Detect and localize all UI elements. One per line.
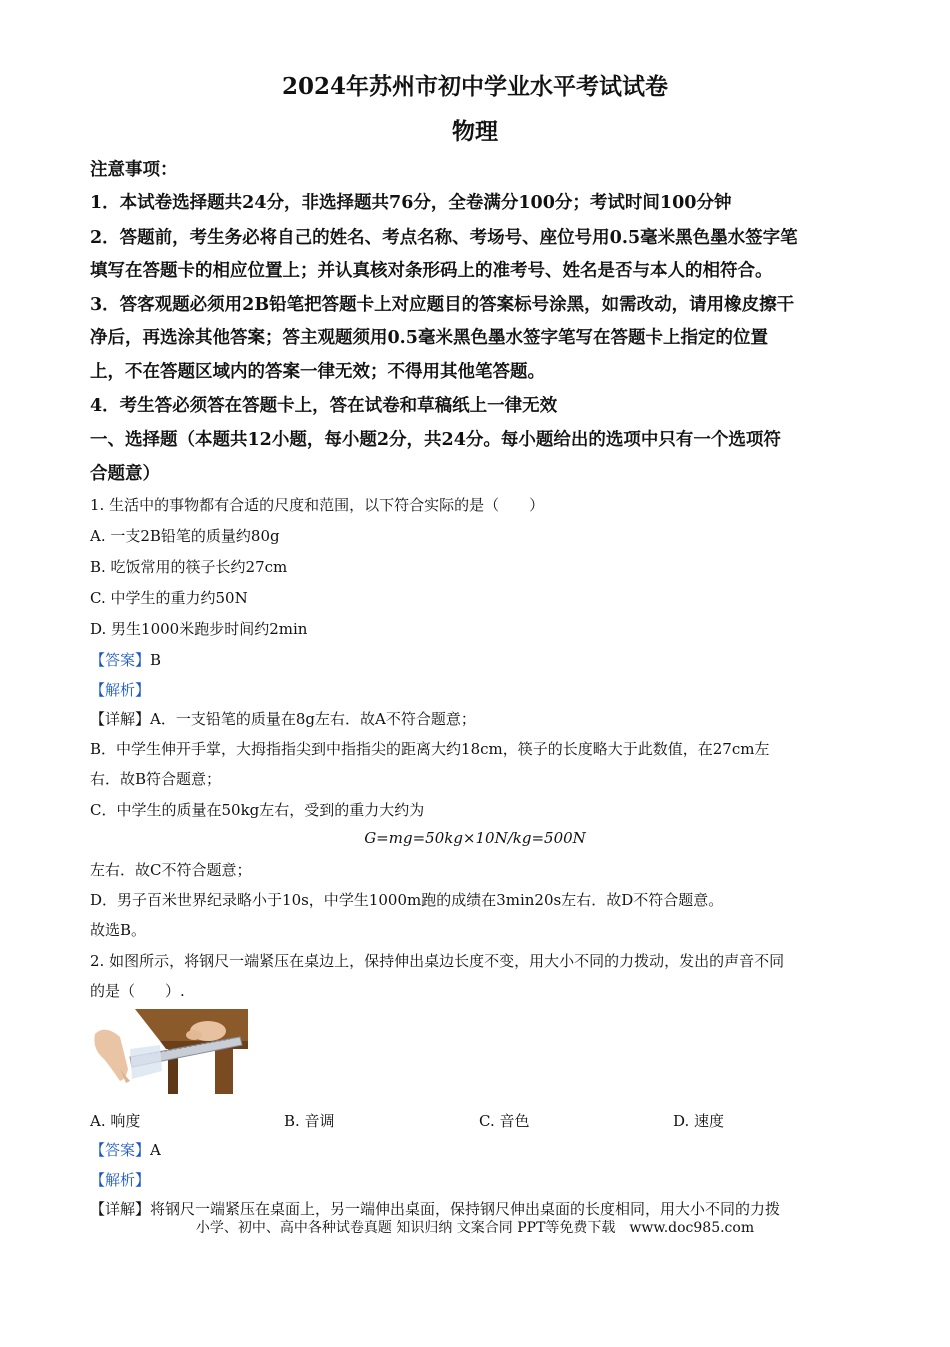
notice-heading: 注意事项： (90, 160, 178, 180)
q2-stem: 2. 如图所示，将钢尺一端紧压在桌边上，保持伸出桌边长度不变，用大小不同的力拨动，发出的声音不同 (90, 952, 785, 970)
q1-analysis-tag: 【解析】 (90, 681, 151, 699)
q1-detail-line (90, 708, 476, 729)
q1-formula: G=mg=50kg×10N/kg=500N (364, 829, 586, 847)
detail-text: A．一支铅笔的质量在8g左右．故A不符合题意； (150, 710, 476, 728)
detail-tag: 【详解】 (90, 1200, 151, 1218)
q1-detail-line: 左右．故C不符合题意； (90, 861, 252, 879)
q2-option-b: B. 音调 (284, 1112, 335, 1130)
q2-option-a: A. 响度 (90, 1112, 141, 1130)
notice-line: 1．本试卷选择题共24分，非选择题共76分，全卷满分100分；考试时间100分钟 (90, 193, 732, 213)
q2-analysis-tag: 【解析】 (90, 1171, 151, 1189)
q1-detail-line: B．中学生伸开手掌，大拇指指尖到中指指尖的距离大约18cm，筷子的长度略大于此数值，在27cm左 (90, 740, 770, 758)
section-heading: 一、选择题（本题共12小题，每小题2分，共24分。每小题给出的选项中只有一个选项符 (90, 430, 781, 450)
detail-tag: 【详解】 (90, 710, 151, 728)
notice-line: 上，不在答题区域内的答案一律无效；不得用其他笔答题。 (90, 362, 545, 382)
q1-detail-line: C．中学生的质量在50kg左右，受到的重力大约为 (90, 801, 425, 819)
ruler-table-figure (90, 1009, 248, 1094)
q1-detail-line: D．男子百米世界纪录略小于10s，中学生1000m跑的成绩在3min20s左右．故D不符合题意。 (90, 891, 724, 909)
q2-option-c: C. 音色 (479, 1112, 530, 1130)
q1-stem: 1. 生活中的事物都有合适的尺度和范围，以下符合实际的是（ ） (90, 496, 545, 514)
notice-line: 3．答客观题必须用2B铅笔把答题卡上对应题目的答案标号涂黑，如需改动，请用橡皮擦干 (90, 295, 795, 315)
page-footer: 小学、初中、高中各种试卷真题 知识归纳 文案合同 PPT等免费下载 www.doc985.com (195, 1220, 755, 1236)
q1-answer (90, 649, 161, 670)
notice-line: 净后，再选涂其他答案；答主观题须用0.5毫米黑色墨水签字笔写在答题卡上指定的位置 (90, 328, 768, 348)
q1-detail-line: 故选B。 (90, 921, 147, 939)
exam-title: 2024年苏州市初中学业水平考试试卷 (281, 73, 668, 100)
q2-answer (90, 1139, 161, 1160)
q1-option-d: D. 男生1000米跑步时间约2min (90, 620, 308, 638)
q1-detail-line: 右．故B符合题意； (90, 770, 222, 788)
section-heading-cont: 合题意） (90, 464, 160, 484)
answer-value: B (150, 651, 162, 669)
q1-option-b: B. 吃饭常用的筷子长约27cm (90, 558, 288, 576)
answer-tag: 【答案】 (90, 651, 151, 669)
answer-tag: 【答案】 (90, 1141, 151, 1159)
q2-detail-line (90, 1198, 780, 1219)
notice-line: 4．考生答必须答在答题卡上，答在试卷和草稿纸上一律无效 (90, 396, 558, 416)
q1-option-c: C. 中学生的重力约50N (90, 589, 248, 607)
notice-line: 填写在答题卡的相应位置上；并认真核对条形码上的准考号、姓名是否与本人的相符合。 (90, 261, 773, 281)
notice-line: 2．答题前，考生务必将自己的姓名、考点名称、考场号、座位号用0.5毫米黑色墨水签字笔 (90, 228, 798, 248)
q2-option-d: D. 速度 (673, 1112, 725, 1130)
q2-stem-cont: 的是（ ）. (90, 982, 185, 1000)
answer-value: A (150, 1141, 161, 1159)
q1-option-a: A. 一支2B铅笔的质量约80g (90, 527, 280, 545)
detail-text: 将钢尺一端紧压在桌面上，另一端伸出桌面，保持钢尺伸出桌面的长度相同，用大小不同的力拨 (150, 1200, 781, 1218)
subject-title: 物理 (452, 118, 498, 145)
